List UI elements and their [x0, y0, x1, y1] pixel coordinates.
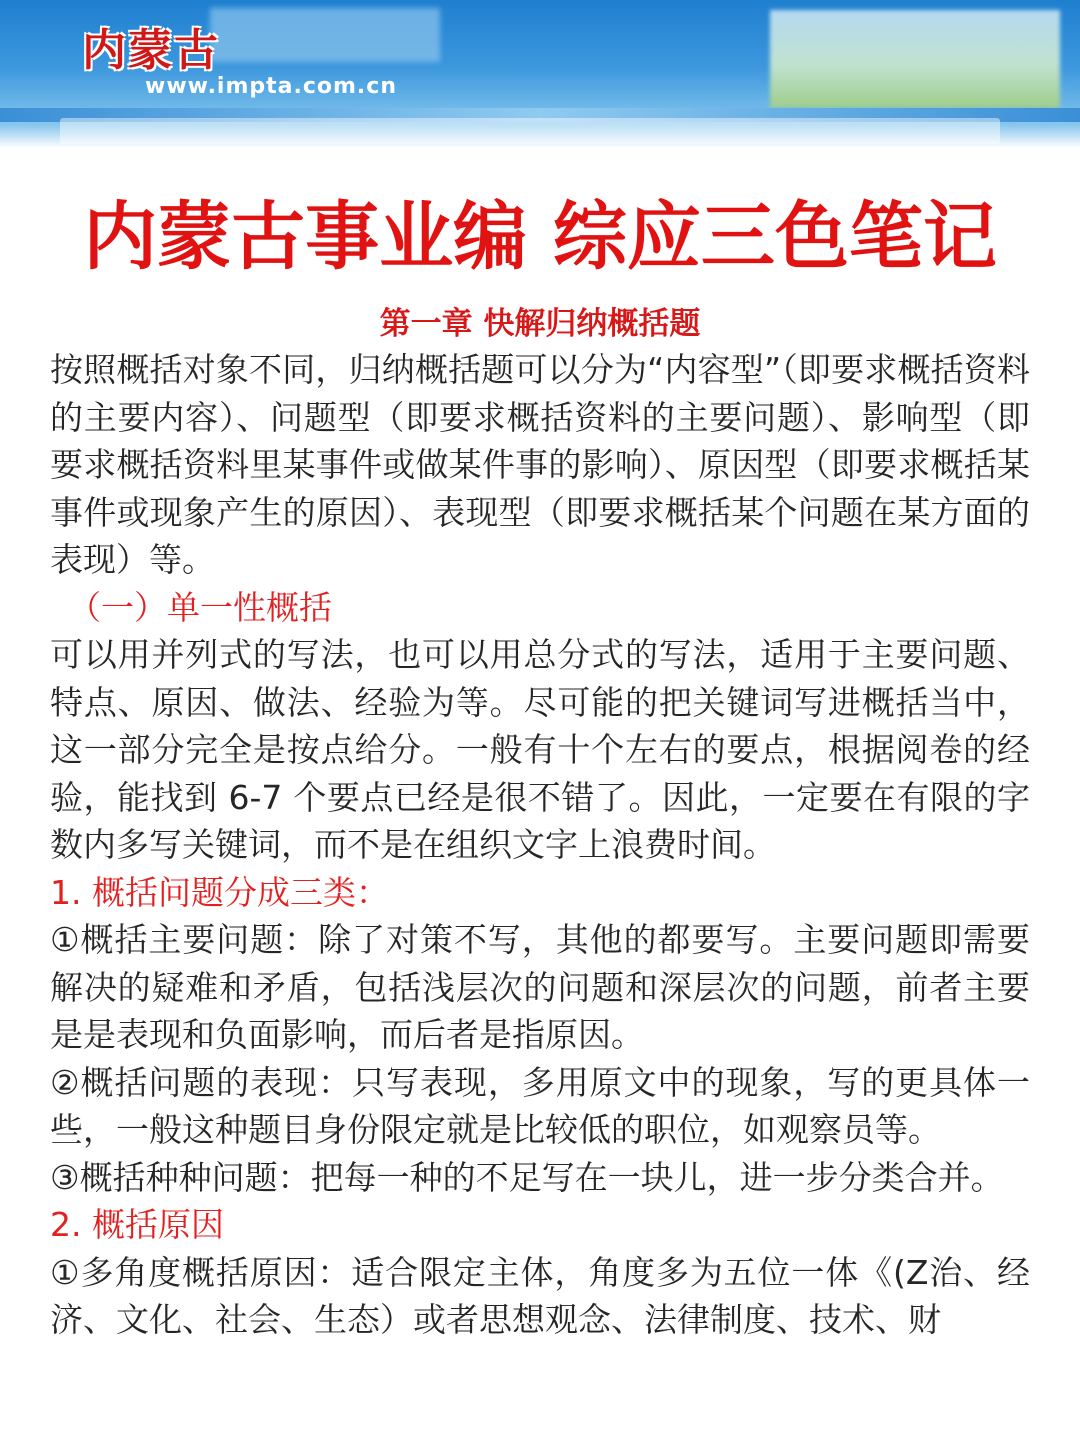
banner-url[interactable]: www.impta.com.cn: [145, 74, 397, 99]
header-banner: [0, 0, 1080, 148]
intro-paragraph: 按照概括对象不同，归纳概括题可以分为“内容型”（即要求概括资料的主要内容）、问题型（即要求概括资料的主要问题）、影响型（即要求概括资料里某事件或做某件事的影响）、原因型（即要求概括某事件或现象产生的原因）、表现型（即要求概括某个问题在某方面的表现）等。: [50, 350, 1030, 579]
single-summary-paragraph: 可以用并列式的写法，也可以用总分式的写法，适用于主要问题、特点、原因、做法、经验为等。尽可能的把关键词写进概括当中，这一部分完全是按点给分。一般有十个左右的要点，根据阅卷的经验，能找到 6-7 个要点已经是很不错了。因此，一定要在有限的字数内多写关键词，而不是在组织文字上浪费时间。: [50, 635, 1030, 864]
chapter-title: 第一章 快解归纳概括题: [379, 306, 701, 342]
list-item: ②概括问题的表现：只写表现，多用原文中的现象，写的更具体一些，一般这种题目身份限定就是比较低的职位，如观察员等。: [50, 1062, 1030, 1149]
list-item: ③概括种种问题：把每一种的不足写在一块儿，进一步分类合并。: [50, 1157, 1004, 1197]
banner-bar: [60, 118, 1000, 144]
banner-logo: 内蒙古: [82, 25, 220, 76]
banner-landscape: [770, 10, 1060, 108]
document-body: [0, 346, 1080, 1344]
list-item: ①概括主要问题：除了对策不写，其他的都要写。主要问题即需要解决的疑难和矛盾，包括浅层次的问题和深层次的问题，前者主要是是表现和负面影响，而后者是指原因。: [50, 920, 1030, 1054]
subheading-causes: 2. 概括原因: [50, 1205, 224, 1244]
list-item: ①多角度概括原因：适合限定主体，角度多为五位一体《(Z治、经济、文化、社会、生态）或者思想观念、法律制度、技术、财: [50, 1252, 1030, 1339]
banner-blurred-area: [210, 8, 440, 62]
section-heading-single: （一）单一性概括: [68, 587, 332, 627]
page-title: 内蒙古事业编 综应三色笔记: [83, 194, 997, 280]
subheading-problem-types: 1. 概括问题分成三类：: [50, 872, 389, 912]
